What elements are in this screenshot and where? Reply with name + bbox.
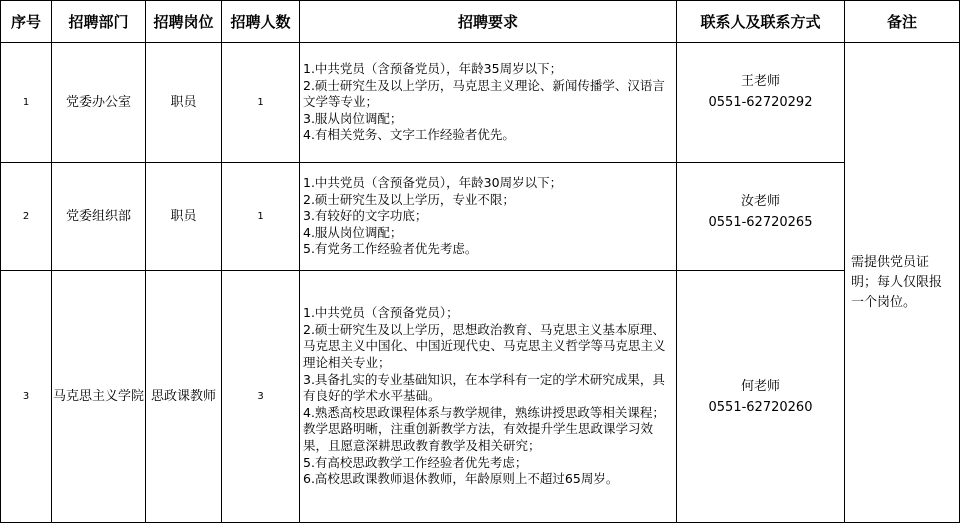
- header-contact: 联系人及联系方式: [677, 1, 845, 43]
- header-requirements: 招聘要求: [300, 1, 677, 43]
- requirement-line: 1.中共党员（含预备党员），年龄35周岁以下；: [303, 61, 563, 77]
- requirement-line: 5.有高校思政教学工作经验者优先考虑；: [303, 454, 528, 470]
- requirement-line: 3.有较好的文字功底；: [303, 208, 428, 224]
- requirement-line: 4.熟悉高校思政课程体系与教学规律，熟练讲授思政等相关课程；教学思路明晰，注重创新教学方法，有效提升学生思政课学习效果，且愿意深耕思政教育教学及相关研究；: [303, 404, 665, 453]
- requirement-line: 1.中共党员（含预备党员）；: [303, 305, 459, 321]
- contact-phone: 0551-62720292: [708, 95, 813, 110]
- header-dept: 招聘部门: [52, 1, 146, 43]
- header-count: 招聘人数: [222, 1, 300, 43]
- requirement-line: 3.具备扎实的专业基础知识，在本学科有一定的学术研究成果，具有良好的学术水平基础。: [303, 371, 665, 404]
- requirement-line: 2.硕士研究生及以上学历，马克思主义理论、新闻传播学、汉语言文学等专业；: [303, 77, 665, 110]
- requirement-line: 1.中共党员（含预备党员），年龄30周岁以下；: [303, 175, 563, 191]
- position-cell: 职员: [146, 163, 222, 271]
- requirements-cell: [300, 271, 677, 523]
- contact-name: 何老师: [740, 378, 780, 394]
- requirement-line: 2.硕士研究生及以上学历，专业不限；: [303, 191, 515, 207]
- table-row: [1, 271, 960, 523]
- table-row: [1, 43, 960, 163]
- position-cell: 思政课教师: [146, 271, 222, 523]
- requirement-line: 3.服从岗位调配；: [303, 110, 403, 126]
- position-cell: 职员: [146, 43, 222, 163]
- contact-cell: [677, 43, 845, 163]
- contact-cell: [677, 163, 845, 271]
- header-no: 序号: [1, 1, 52, 43]
- requirement-line: 4.有相关党务、文字工作经验者优先。: [303, 127, 515, 143]
- dept-cell: 党委组织部: [52, 163, 146, 271]
- contact-phone: 0551-62720260: [708, 399, 813, 415]
- table-row: [1, 163, 960, 271]
- note-cell: 需提供党员证明；每人仅限报一个岗位。: [845, 43, 960, 523]
- count-cell: 3: [222, 271, 300, 523]
- row-number: 2: [1, 163, 52, 271]
- requirement-line: 6.高校思政课教师退休教师，年龄原则上不超过65周岁。: [303, 471, 619, 487]
- header-row: [1, 1, 960, 43]
- contact-cell: [677, 271, 845, 523]
- row-number: 3: [1, 271, 52, 523]
- requirement-line: 2.硕士研究生及以上学历，思想政治教育、马克思主义基本原理、马克思主义中国化、中国近现代史、马克思主义哲学等马克思主义理论相关专业；: [303, 321, 666, 371]
- count-cell: 1: [222, 163, 300, 271]
- contact-phone: 0551-62720265: [708, 215, 813, 230]
- requirements-cell: [300, 43, 677, 163]
- header-note: 备注: [845, 1, 960, 43]
- requirement-line: 5.有党务工作经验者优先考虑。: [303, 241, 478, 257]
- header-position: 招聘岗位: [146, 1, 222, 43]
- count-cell: 1: [222, 43, 300, 163]
- dept-cell: 党委办公室: [52, 43, 146, 163]
- row-number: 1: [1, 43, 52, 163]
- requirement-line: 4.服从岗位调配；: [303, 224, 403, 240]
- contact-name: 王老师: [740, 74, 780, 89]
- requirements-cell: [300, 163, 677, 271]
- dept-cell: 马克思主义学院: [52, 271, 146, 523]
- contact-name: 汝老师: [740, 194, 780, 209]
